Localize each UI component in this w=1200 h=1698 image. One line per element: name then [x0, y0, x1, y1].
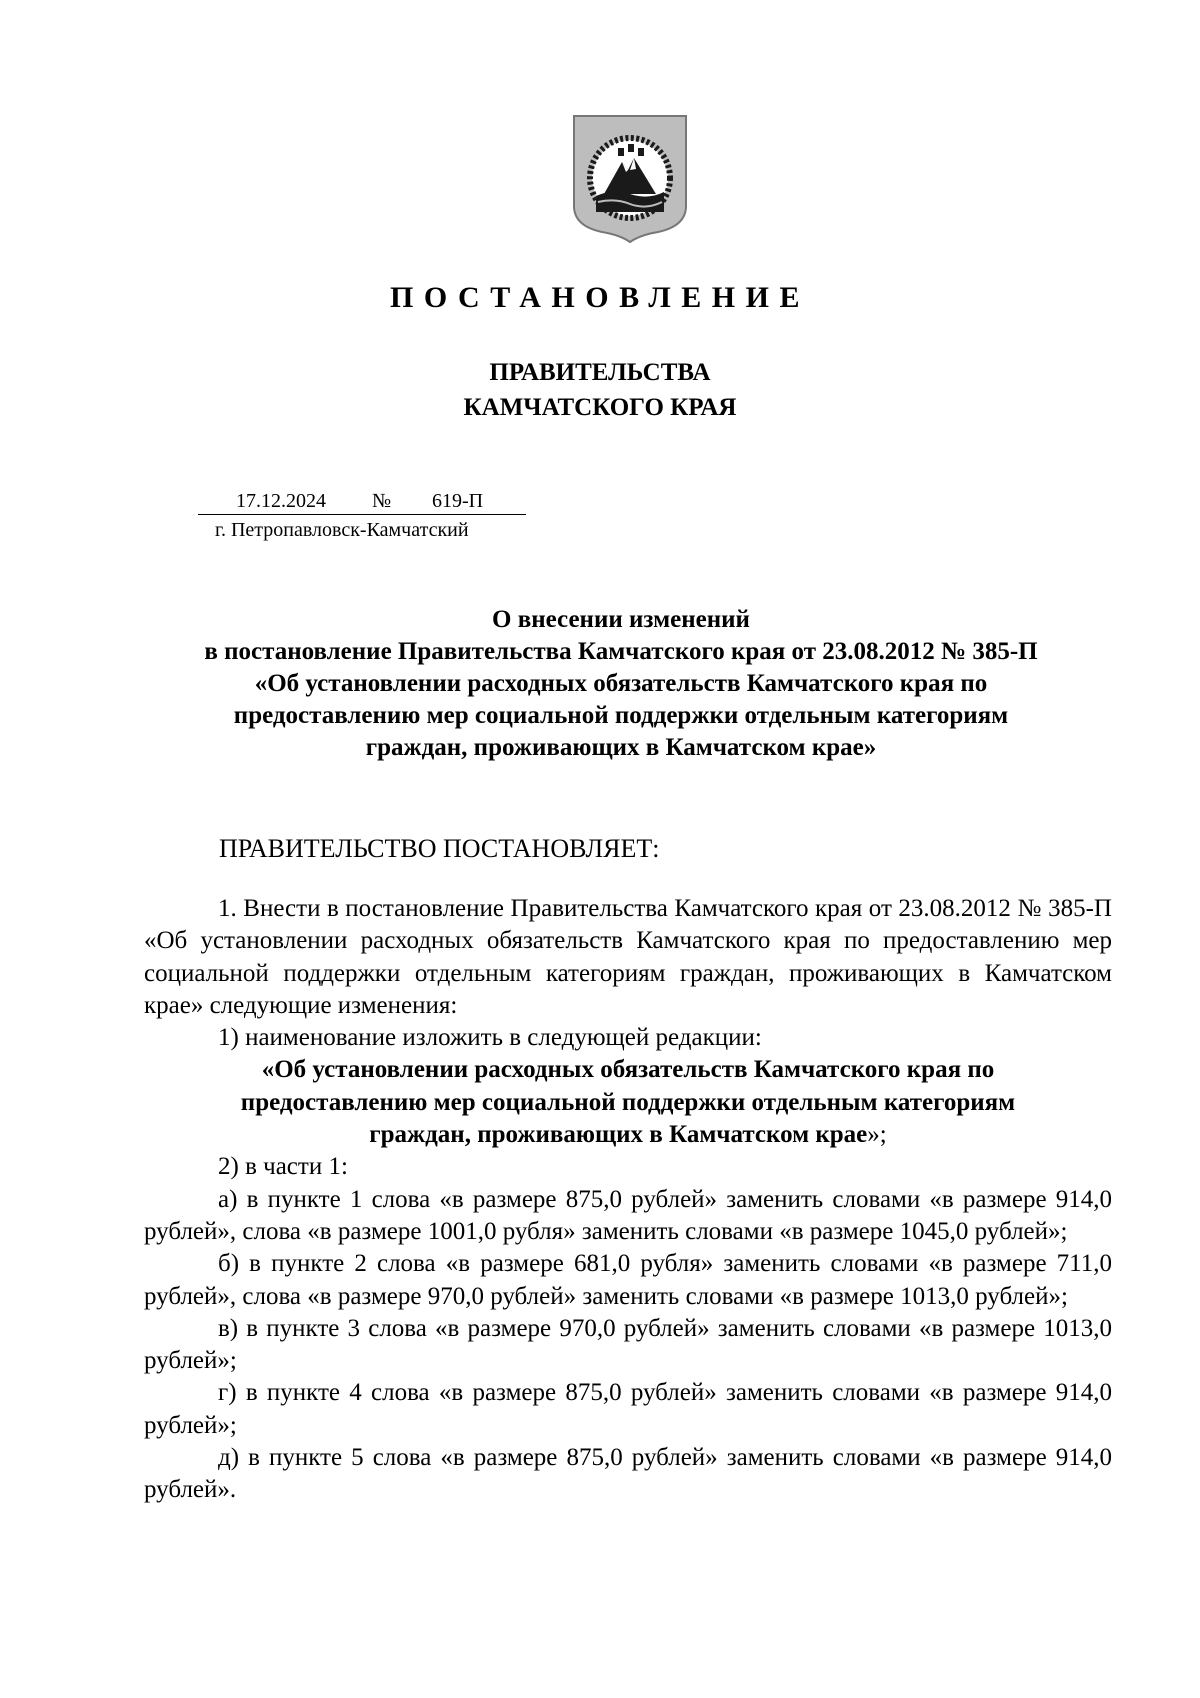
document-meta — [198, 488, 526, 543]
document-number: 619-П — [432, 490, 484, 512]
subitem-g: г) в пункте 4 слова «в размере 875,0 рублей» заменить словами «в размере 914,0 рублей»; — [144, 1379, 1112, 1439]
quote-line: граждан, проживающих в Камчатском крае — [369, 1121, 868, 1149]
title-line: О внесении изменений — [492, 606, 750, 633]
title-line: в постановление Правительства Камчатского края от 23.08.2012 № 385-П — [204, 638, 1038, 665]
new-title-quote — [144, 1054, 1112, 1151]
item-2: 2) в части 1: — [218, 1153, 348, 1181]
kamchatka-coat-of-arms-icon — [570, 114, 690, 244]
number-label: № — [372, 490, 392, 512]
subitem-d: д) в пункте 5 слова «в размере 875,0 рублей» заменить словами «в размере 914,0 рублей». — [144, 1444, 1112, 1504]
subitem-b: б) в пункте 2 слова «в размере 681,0 рубля» заменить словами «в размере 711,0 рублей», слова «в размере 970,0 рублей» заменить словами «в размере 1013,0 рублей»; — [144, 1250, 1112, 1310]
quote-tail: »; — [867, 1121, 887, 1149]
subitem-v: в) в пункте 3 слова «в размере 970,0 рублей» заменить словами «в размере 1013,0 рублей»; — [144, 1314, 1112, 1375]
title-line: граждан, проживающих в Камчатском крае» — [365, 734, 877, 761]
issuing-authority — [0, 355, 1200, 425]
document-body — [144, 893, 1112, 1507]
quote-line: предоставлению мер социальной поддержки отдельным категориям — [240, 1088, 1016, 1116]
document-title — [140, 604, 1102, 764]
authority-line-1: ПРАВИТЕЛЬСТВА — [489, 359, 711, 386]
resolution-preamble: ПРАВИТЕЛЬСТВО ПОСТАНОВЛЯЕТ: — [219, 834, 660, 863]
item-1: 1) наименование изложить в следующей редакции: — [218, 1024, 762, 1052]
title-line: предоставлению мер социальной поддержки отдельным категориям — [233, 702, 1009, 729]
subitem-a: а) в пункте 1 слова «в размере 875,0 рублей» заменить словами «в размере 914,0 рублей», слова «в размере 1001,0 рубля» заменить словами «в размере 1045,0 рублей»; — [144, 1185, 1112, 1245]
document-date: 17.12.2024 — [236, 490, 326, 512]
document-type-heading: ПОСТАНОВЛЕНИЕ — [390, 281, 810, 314]
quote-line: «Об установлении расходных обязательств Камчатского края по — [261, 1056, 995, 1084]
date-number-line — [198, 488, 526, 515]
title-line: «Об установлении расходных обязательств Камчатского края по — [254, 670, 988, 697]
document-city: г. Петропавловск-Камчатский — [215, 519, 469, 541]
paragraph-1: 1. Внести в постановление Правительства Камчатского края от 23.08.2012 № 385-П «Об установлении расходных обязательств Камчатского края по предоставлению мер социальной поддержки отдельным категориям граждан, проживающих в Камчатском крае» следующие изменения: — [144, 895, 1112, 1019]
authority-line-2: КАМЧАТСКОГО КРАЯ — [463, 394, 737, 421]
